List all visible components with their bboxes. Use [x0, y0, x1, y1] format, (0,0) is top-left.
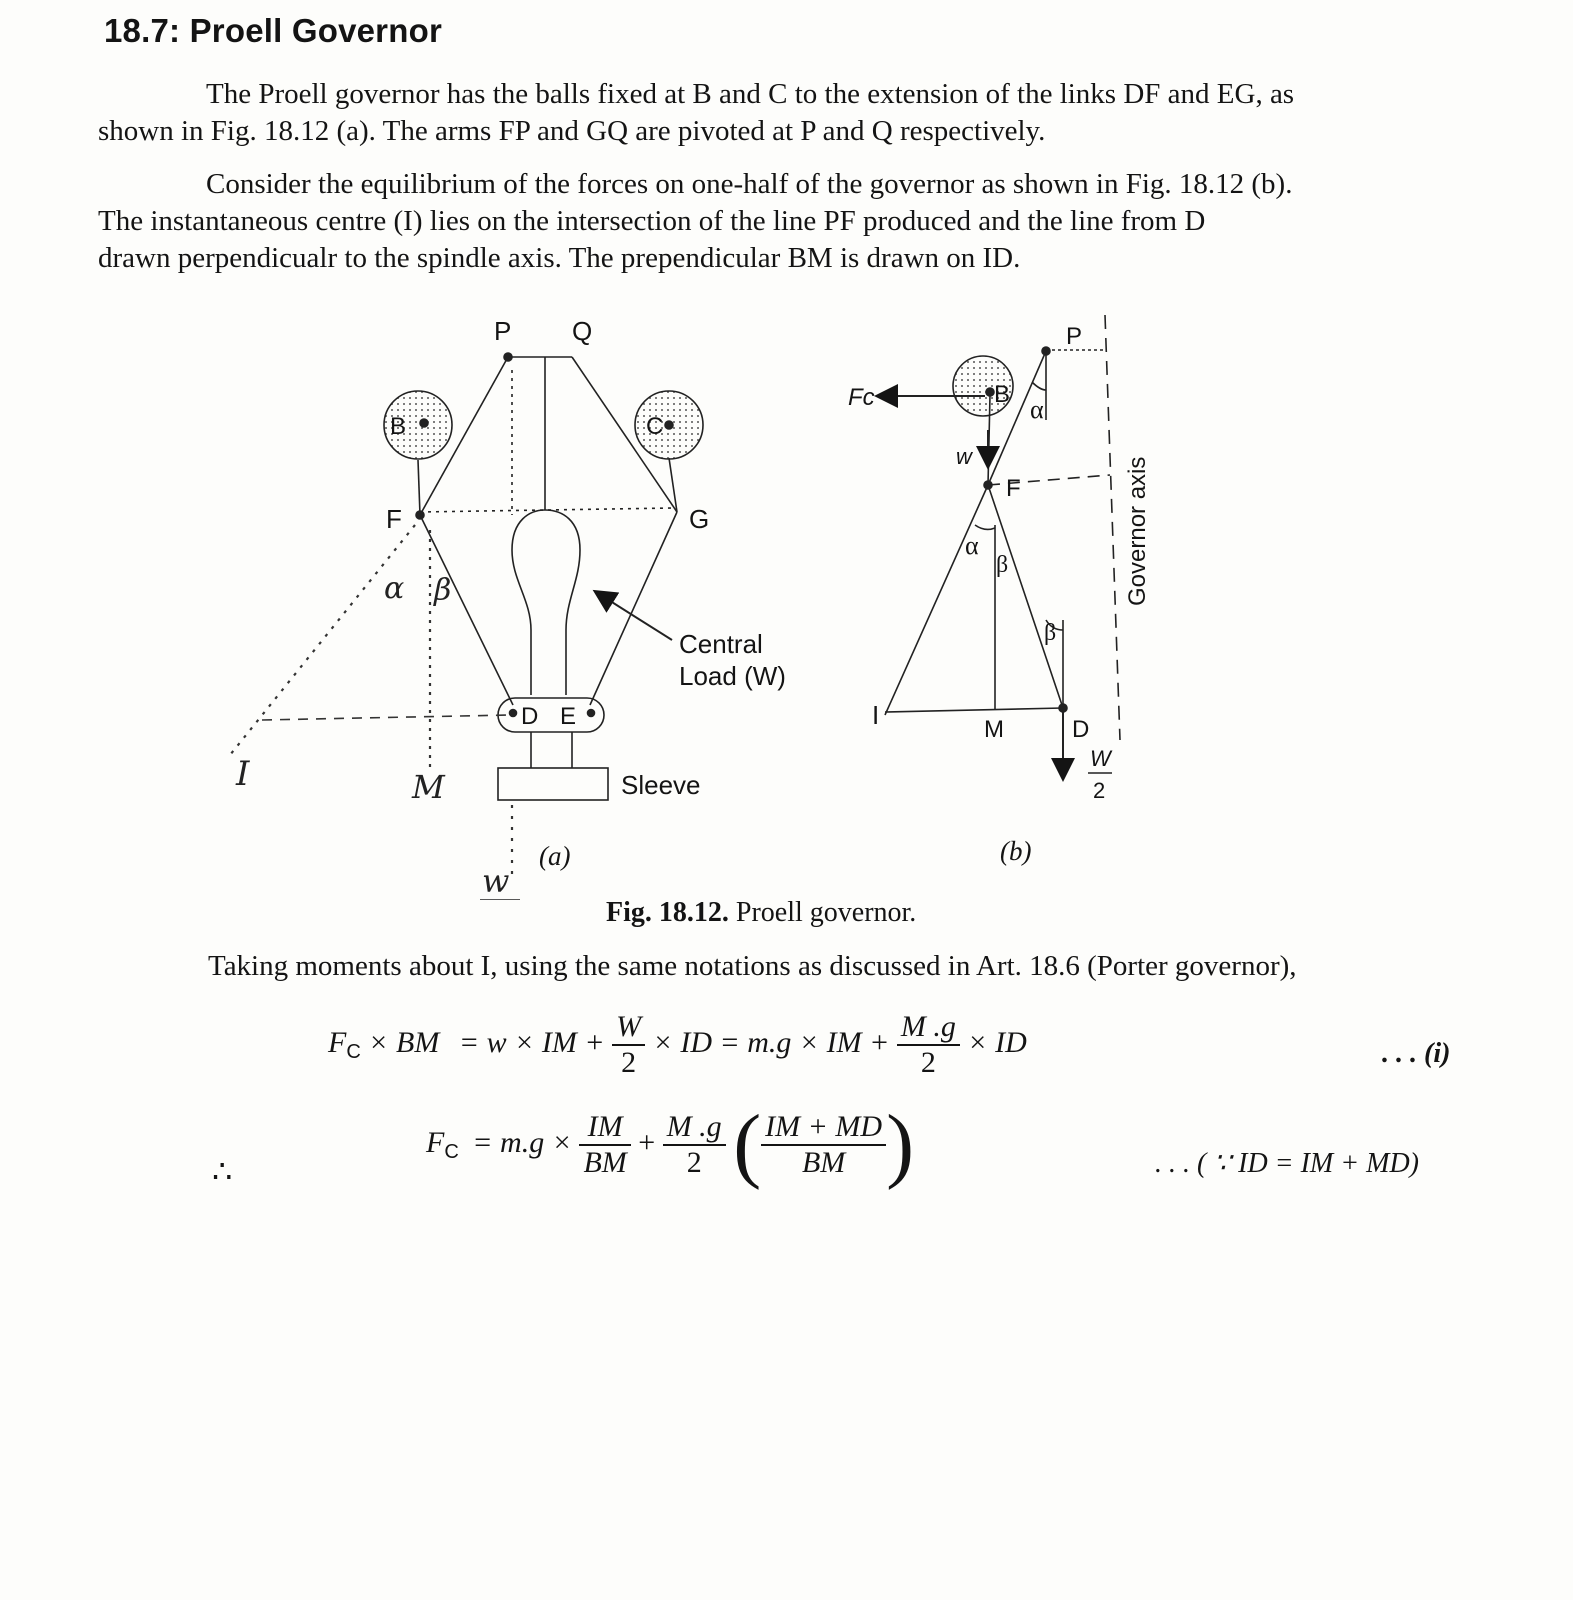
eq1-lhs-sub: C — [346, 1040, 361, 1063]
eq1-part1: = w × IM + — [458, 1025, 605, 1059]
eq1-frac1-den: 2 — [621, 1046, 637, 1079]
label-alpha-top: α — [1030, 395, 1044, 424]
ball-c-center — [665, 421, 673, 429]
eq1-frac2-num: M .g — [897, 1010, 960, 1046]
label-beta-mid: β — [996, 552, 1009, 578]
link-fd-b — [988, 485, 1063, 708]
equation-2-tag: . . . ( ∵ ID = IM + MD) — [1155, 1148, 1419, 1179]
section-heading: 18.7: Proell Governor — [104, 12, 442, 49]
label-c: C — [646, 413, 664, 440]
label-e: E — [560, 703, 577, 730]
paragraph-2 — [98, 166, 1428, 277]
joint-d-b — [1059, 704, 1067, 712]
ball-b-center — [420, 419, 428, 427]
eq2-lhs: F — [426, 1125, 445, 1159]
line-fi — [885, 485, 988, 715]
label-d-b: D — [1072, 716, 1090, 743]
label-w-cap: W — [1090, 746, 1111, 771]
joint-e — [588, 710, 595, 717]
eq1-part2: × ID = m.g × IM + — [652, 1025, 890, 1059]
hand-dashed-id — [262, 715, 510, 720]
caption-number: Fig. 18.12. — [606, 897, 729, 928]
hand-dotted-fi — [230, 525, 415, 755]
label-central-load-2: Load (W) — [679, 661, 786, 691]
hand-label-alpha: α — [384, 571, 405, 606]
therefore-symbol: ∴ — [212, 1153, 233, 1189]
eq1-frac2-den: 2 — [920, 1046, 936, 1079]
caption-text: Proell governor. — [735, 897, 917, 928]
joint-d — [510, 710, 517, 717]
joint-f-b — [984, 481, 992, 489]
label-m-b: M — [984, 716, 1004, 743]
label-sleeve: Sleeve — [621, 770, 701, 800]
paragraph-line: shown in Fig. 18.12 (a). The arms FP and GQ are pivoted at P and Q respectively. — [98, 115, 1046, 147]
label-central-load-1: Central — [679, 629, 763, 659]
label-b: B — [390, 413, 407, 440]
sleeve-box — [498, 768, 608, 800]
eq1-frac-1 — [612, 1010, 645, 1080]
label-d: D — [521, 703, 539, 730]
equation-1-tag: . . . (i) — [1382, 1038, 1451, 1069]
eq2-frac-2 — [663, 1110, 726, 1180]
eq2-frac2-den: 2 — [686, 1146, 702, 1179]
eq1-frac-2 — [897, 1010, 960, 1080]
figure-18-12 — [0, 300, 1573, 900]
label-f-b: F — [1006, 475, 1021, 502]
eq2-frac2-num: M .g — [663, 1110, 726, 1146]
eq2-close-paren: ) — [886, 1098, 915, 1191]
eq2-plus: + — [638, 1125, 656, 1159]
label-q: Q — [572, 316, 593, 346]
paragraph-1 — [98, 76, 1428, 150]
figure-caption — [606, 897, 916, 929]
label-f: F — [386, 504, 402, 534]
label-i-b: I — [872, 700, 880, 730]
eq2-frac-3 — [761, 1110, 886, 1180]
ball-c-stem — [669, 458, 677, 512]
hand-label-w: w — [482, 862, 510, 900]
angle-alpha-top — [1032, 382, 1046, 390]
ball-b-center-b — [986, 388, 994, 396]
central-load-body — [512, 510, 580, 695]
eq2-open-paren: ( — [733, 1098, 762, 1191]
eq1-part3: × ID — [967, 1025, 1027, 1059]
paragraph-line: Consider the equilibrium of the forces on one-half of the governor as shown in Fig. 18.12 (b). — [206, 168, 1293, 200]
label-beta-low: β — [1044, 620, 1057, 646]
label-p-b: P — [1066, 323, 1083, 350]
label-alpha-mid: α — [965, 531, 979, 560]
eq2-lhs-sub: C — [444, 1140, 459, 1163]
label-w-b: w — [956, 444, 972, 469]
hand-label-m: M — [412, 768, 445, 806]
hand-label-i: I — [236, 754, 250, 794]
link-ge — [590, 512, 677, 705]
eq1-lhs: F — [328, 1025, 347, 1059]
central-load-arrow — [596, 592, 672, 640]
governor-axis-line — [1105, 315, 1120, 740]
figure-a-labels — [386, 316, 786, 800]
eq2-frac1-num: IM — [579, 1110, 630, 1146]
hand-label-beta: β — [434, 573, 452, 608]
eq1-lhs-rest: × BM — [368, 1025, 440, 1059]
paragraph-line: The instantaneous centre (I) lies on the intersection of the line PF produced and the line from D — [98, 205, 1206, 237]
eq2-frac3-num: IM + MD — [761, 1110, 886, 1146]
eq2-frac3-den: BM — [801, 1146, 846, 1179]
handwritten-annotations — [235, 571, 520, 900]
label-fc: Fc — [848, 384, 875, 411]
paragraph-line: drawn perpendicualr to the spindle axis. The prependicular BM is drawn on ID. — [98, 242, 1021, 274]
angle-alpha-mid — [975, 525, 995, 529]
eq2-frac-1 — [579, 1110, 630, 1180]
eq2-frac1-den: BM — [583, 1146, 627, 1179]
label-two: 2 — [1093, 778, 1106, 803]
label-b-b: B — [994, 381, 1011, 408]
line-id — [885, 708, 1063, 712]
paragraph-line: The Proell governor has the balls fixed at B and C to the extension of the links DF and EG, as — [206, 78, 1295, 110]
equation-1 — [328, 1010, 1027, 1080]
link-fd — [420, 515, 513, 705]
ball-b-stem — [418, 460, 420, 515]
label-g: G — [689, 504, 710, 534]
moments-line: Taking moments about I, using the same notations as discussed in Art. 18.6 (Porter governor), — [208, 950, 1297, 982]
eq2-part1: = m.g × — [472, 1125, 572, 1159]
label-p: P — [494, 316, 512, 346]
eq1-frac1-num: W — [612, 1010, 645, 1046]
sub-caption-b: (b) — [1000, 836, 1032, 866]
label-governor-axis: Governor axis — [1124, 456, 1151, 606]
sub-caption-a: (a) — [539, 841, 571, 871]
equation-2 — [426, 1098, 915, 1191]
